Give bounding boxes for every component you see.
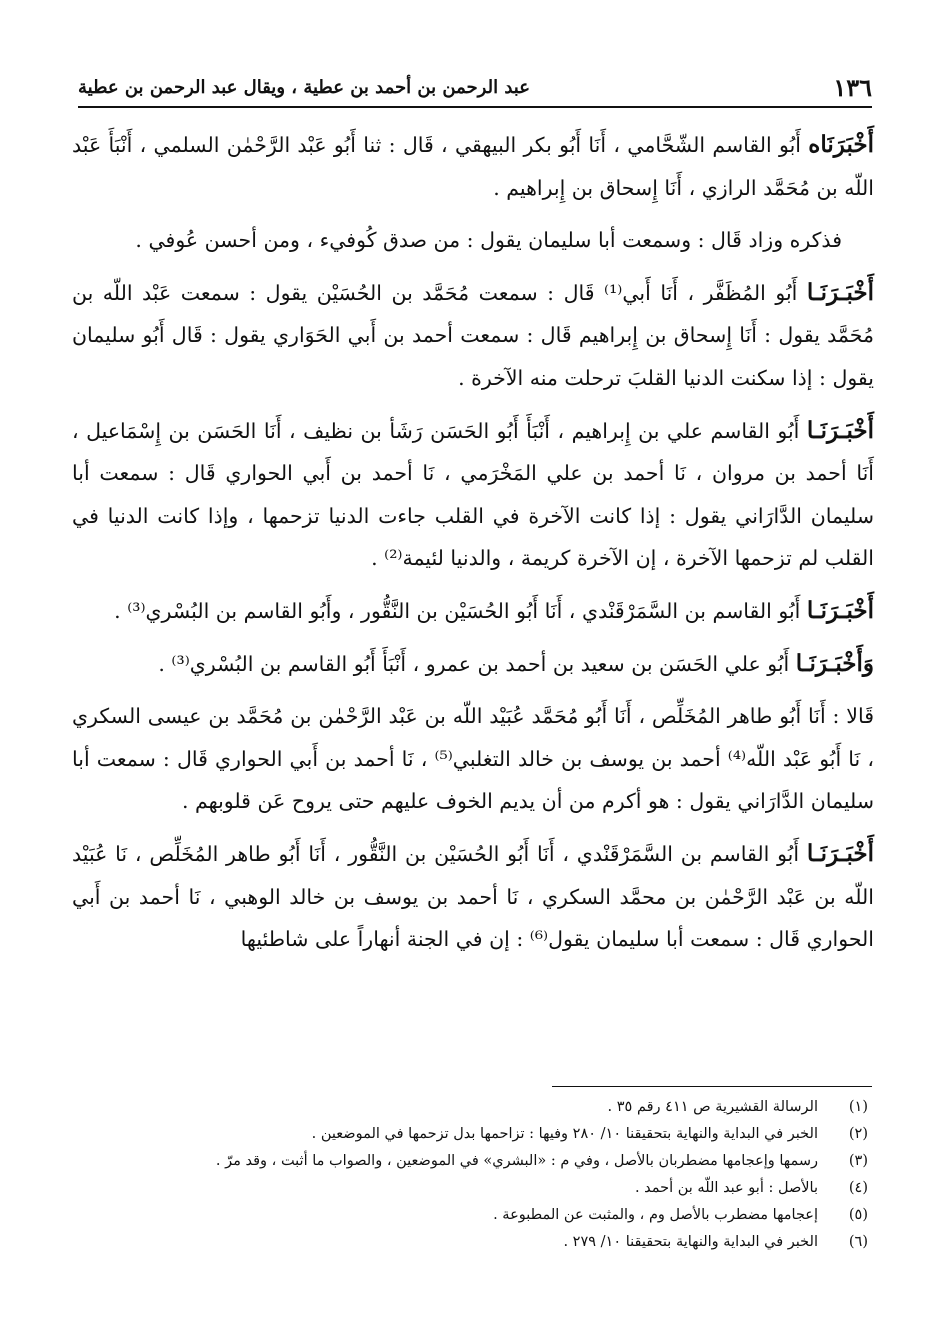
footnote — [110, 1229, 868, 1256]
footnote-text: الخبر في البداية والنهاية بتحقيقنا ١٠/ ٢٧٩ . — [563, 1234, 818, 1250]
paragraph — [72, 833, 874, 961]
paragraph — [72, 410, 874, 580]
page-header — [78, 70, 872, 104]
footnote-rule — [552, 1086, 872, 1087]
footnote-number: (٤) — [848, 1180, 868, 1196]
main-text — [72, 124, 874, 971]
paragraph — [72, 219, 874, 262]
header-rule — [78, 106, 872, 108]
paragraph-text: أَبُو المُظَفَّر ، أَنَا أَبي⁽¹⁾ قَال : سمعت مُحَمَّد بن الحُسَيْن يقول : سمعت عَبْد اللّه بن مُحَمَّد يقول : أَنَا إِسحاق بن إِبراهيم قَال : سمعت أحمد بن أَبي الحَوَاري يقول : قَال أَبُو سليمان يقول : إذا سكنت الدنيا القلبَ ترحلت منه الآخرة . — [72, 280, 874, 390]
footnote-text: بالأصل : أبو عبد اللّه بن أحمد . — [634, 1180, 818, 1196]
paragraph-lead: أَخْبَـرَنَـا — [806, 596, 874, 624]
paragraph — [72, 643, 874, 686]
paragraph-text: أَبُو القاسم علي بن إِبراهيم ، أَنْبَأَ أَبُو الحَسَن رَشَأ بن نظيف ، أَنَا الحَسَن بن إِسْمَاعيل ، أَنَا أحمد بن مروان ، نَا أحمد بن علي المَخْرَمي ، نَا أحمد بن أَبي الحواري قَال : سمعت أبا سليمان الدَّارَاني يقول : إذا كانت الآخرة في القلب جاءت الدنيا تزحمها ، وإذا كانت الدنيا في القلب لم تزحمها الآخرة ، إن الآخرة كريمة ، والدنيا لئيمة⁽²⁾ . — [72, 418, 874, 571]
paragraph-text: أَبُو القاسم بن السَّمَرْقَنْدي ، أَنَا أَبُو الحُسَيْن بن النَّقُّور ، وأَبُو القاسم بن البُسْري⁽³⁾ . — [114, 598, 807, 623]
footnote-number: (٦) — [848, 1234, 868, 1250]
paragraph-lead: أَخْبَـرَنَـا — [806, 839, 874, 867]
footnote-text: رسمها وإعجامها مضطربان بالأصل ، وفي م : «البشري» في الموضعين ، والصواب ما أثبت ، وقد مرّ . — [215, 1153, 818, 1169]
footnote — [110, 1148, 868, 1175]
paragraph-lead: أَخْبَرَنَاه — [808, 131, 874, 158]
paragraph-lead: أَخْبَـرَنَـا — [806, 278, 874, 306]
paragraph-text: أَبُو القاسم بن السَّمَرْقَنْدي ، أَنَا أَبُو الحُسَيْن بن النَّقُّور ، أَنَا أَبُو طاهر المُخَلِّص ، نَا عُبَيْد اللّه بن عَبْد الرَّحْمٰن بن محمَّد السكري ، نَا أحمد بن يوسف بن خالد الوهبي ، نَا أحمد بن أَبي الحواري قَال : سمعت أبا سليمان يقول⁽⁶⁾ : إن في الجنة أنهاراً على شاطئيها — [72, 841, 874, 952]
paragraph-lead: وَأَخْبَـرَنَـا — [795, 649, 874, 677]
footnotes — [110, 1094, 868, 1256]
paragraph — [72, 272, 874, 400]
paragraph — [72, 124, 874, 209]
paragraph — [72, 695, 874, 823]
footnote-text: الخبر في البداية والنهاية بتحقيقنا ١٠/ ٢٨٠ وفيها : تزاحمها بدل تزحمها في الموضعين . — [311, 1126, 818, 1142]
paragraph-text: أَبُو القاسم الشّحَّامي ، أَنَا أَبُو بكر البيهقي ، قَال : ثنا أَبُو عَبْد الرَّحْمٰن السلمي ، أَنْبَأَ عَبْد اللّه بن مُحَمَّد الرازي ، أَنَا إِسحاق بن إِبراهيم . — [72, 133, 874, 200]
footnote — [110, 1094, 868, 1121]
footnote-number: (٢) — [848, 1126, 868, 1142]
paragraph — [72, 590, 874, 633]
footnote-number: (٥) — [848, 1207, 868, 1223]
paragraph-lead: أَخْبَـرَنَـا — [806, 416, 874, 444]
paragraph-text: أَبُو علي الحَسَن بن سعيد بن أحمد بن عمرو ، أَنْبَأَ أَبُو القاسم بن البُسْري⁽³⁾ . — [158, 651, 796, 676]
page-number: ١٣٦ — [833, 72, 872, 102]
paragraph-text: قَالا : أَنَا أَبُو طاهر المُخَلِّص ، أَنَا أَبُو مُحَمَّد عُبَيْد اللّه بن عَبْد الرَّحْمٰن بن مُحَمَّد بن عيسى السكري ، نَا أَبُو عَبْد اللّه⁽⁴⁾ أحمد بن يوسف بن خالد التغلبي⁽⁵⁾ ، نَا أحمد بن أَبي الحواري قَال : سمعت أبا سليمان الدَّارَاني يقول : هو أكرم من أن يديم الخوف عليهم حتى يروح عَن قلوبهم . — [72, 704, 874, 814]
footnote — [110, 1175, 868, 1202]
running-title: عبد الرحمن بن أحمد بن عطية ، ويقال عبد الرحمن بن عطية — [78, 76, 530, 98]
footnote-text: الرسالة القشيرية ص ٤١١ رقم ٣٥ . — [607, 1099, 818, 1115]
footnote-number: (٣) — [848, 1153, 868, 1169]
footnote — [110, 1121, 868, 1148]
footnote-number: (١) — [848, 1099, 868, 1115]
footnote — [110, 1202, 868, 1229]
footnote-text: إعجامها مضطرب بالأصل وم ، والمثبت عن المطبوعة . — [493, 1207, 818, 1223]
paragraph-text: فذكره وزاد قَال : وسمعت أبا سليمان يقول : من صدق كُوفيء ، ومن أحسن عُوفي . — [135, 228, 842, 253]
